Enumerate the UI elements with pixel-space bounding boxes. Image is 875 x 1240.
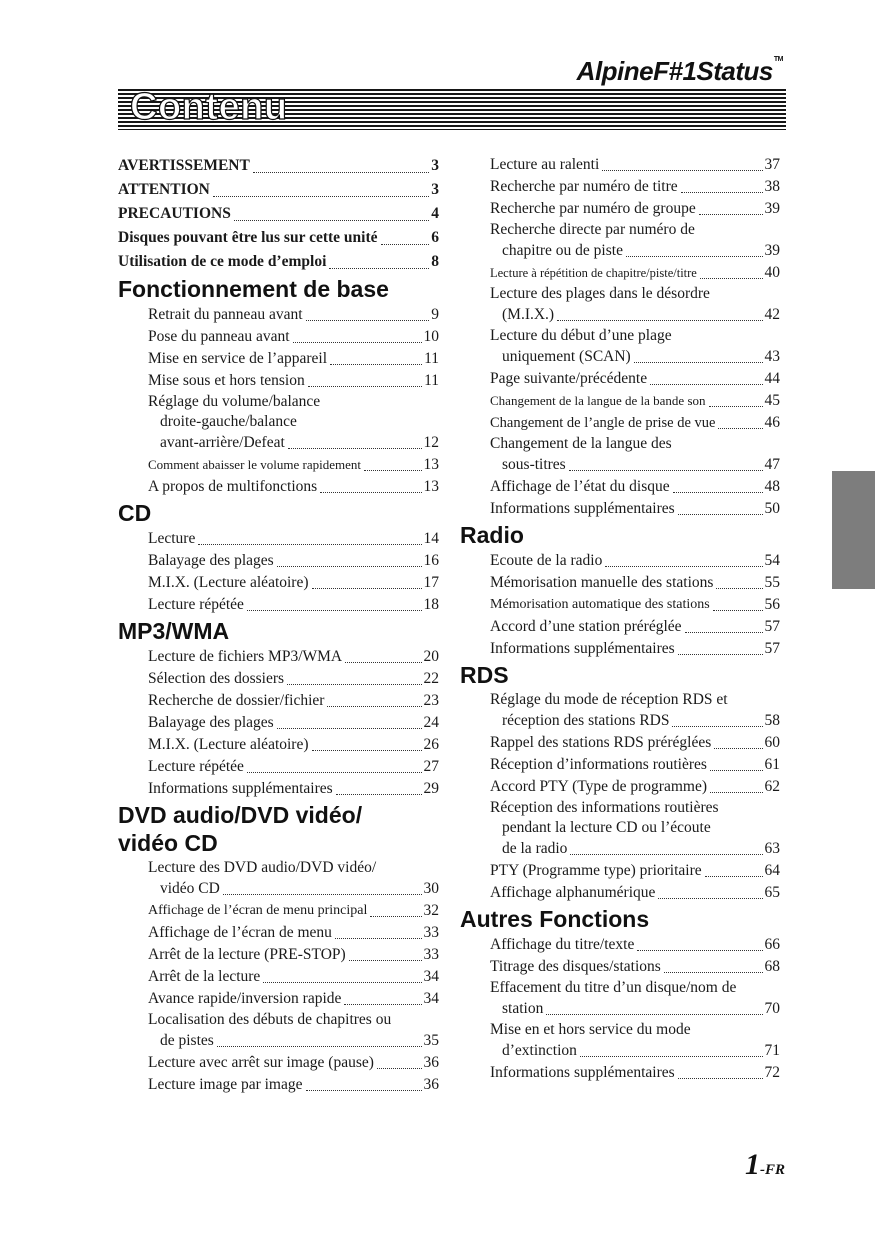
toc-entry[interactable]: Mise en service de l’appareil 11 — [148, 350, 439, 367]
side-thumb-tab — [832, 471, 875, 589]
section-entries — [460, 154, 780, 520]
section-heading: MP3/WMA — [118, 618, 230, 644]
toc-entry-multiline[interactable]: Recherche directe par numéro de chapitre ou de piste 39 — [490, 221, 780, 259]
toc-entry[interactable]: Informations supplémentaires 57 — [490, 640, 780, 657]
toc-entry[interactable]: M.I.X. (Lecture aléatoire) 26 — [148, 736, 439, 753]
toc-entry-multiline[interactable]: Changement de la langue des sous-titres 47 — [490, 435, 780, 473]
section-heading: CD — [118, 500, 152, 526]
toc-entry[interactable]: Page suivante/précédente 44 — [490, 370, 780, 387]
toc-entry[interactable]: Avance rapide/inversion rapide 34 — [148, 990, 439, 1007]
toc-entry[interactable]: Affichage de l’écran de menu 33 — [148, 924, 439, 941]
toc-entry[interactable]: Sélection des dossiers 22 — [148, 670, 439, 687]
toc-entry[interactable]: Lecture à répétition de chapitre/piste/titre 40 — [490, 264, 780, 281]
toc-entry[interactable]: Utilisation de ce mode d’emploi 8 — [118, 253, 439, 270]
toc-entry[interactable]: Informations supplémentaires 50 — [490, 500, 780, 517]
toc-entry[interactable]: Informations supplémentaires 29 — [148, 780, 439, 797]
toc-entry[interactable]: Comment abaisser le volume rapidement 13 — [148, 456, 439, 473]
toc-entry[interactable]: AVERTISSEMENT 3 — [118, 157, 439, 174]
toc-entry[interactable]: Affichage du titre/texte 66 — [490, 936, 780, 953]
section-entries — [460, 550, 780, 660]
toc-entry[interactable]: Recherche par numéro de titre 38 — [490, 178, 780, 195]
toc-entry[interactable]: Recherche de dossier/fichier 23 — [148, 692, 439, 709]
toc-entry[interactable]: Lecture au ralenti 37 — [490, 156, 780, 173]
section-entries — [460, 934, 780, 1084]
toc-entry[interactable]: Arrêt de la lecture (PRE-STOP) 33 — [148, 946, 439, 963]
toc-entry[interactable]: Recherche par numéro de groupe 39 — [490, 200, 780, 217]
section-heading-continued: vidéo CD — [118, 830, 218, 856]
toc-entry[interactable]: Affichage alphanumérique 65 — [490, 884, 780, 901]
toc-entry[interactable]: Retrait du panneau avant 9 — [148, 306, 439, 323]
page-number: 1-FR — [744, 1148, 785, 1181]
toc-entry[interactable]: Arrêt de la lecture 34 — [148, 968, 439, 985]
toc-entry[interactable]: M.I.X. (Lecture aléatoire) 17 — [148, 574, 439, 591]
section-heading: Fonctionnement de base — [118, 276, 389, 302]
toc-entry[interactable]: Lecture avec arrêt sur image (pause) 36 — [148, 1054, 439, 1071]
toc-entry[interactable]: Lecture image par image 36 — [148, 1076, 439, 1093]
toc-entry[interactable]: Changement de l’angle de prise de vue 46 — [490, 414, 780, 431]
section-entries — [118, 304, 439, 498]
toc-right-column — [460, 154, 780, 1084]
toc-entry[interactable]: Affichage de l’écran de menu principal 32 — [148, 902, 439, 919]
toc-entry[interactable]: PRECAUTIONS 4 — [118, 205, 439, 222]
page-title: Contenu — [130, 86, 288, 128]
toc-entry[interactable]: Mise sous et hors tension 11 — [148, 372, 439, 389]
toc-entry[interactable]: Rappel des stations RDS préréglées 60 — [490, 734, 780, 751]
toc-entry[interactable]: Affichage de l’état du disque 48 — [490, 478, 780, 495]
toc-entry-multiline[interactable]: Effacement du titre d’un disque/nom de station 70 — [490, 979, 780, 1017]
toc-entry[interactable]: Lecture 14 — [148, 530, 439, 547]
toc-entry-multiline[interactable]: Lecture des plages dans le désordre (M.I.X.) 42 — [490, 285, 780, 323]
toc-entry[interactable]: Lecture de fichiers MP3/WMA 20 — [148, 648, 439, 665]
section-entries — [118, 858, 439, 1096]
section-heading: Radio — [460, 522, 524, 548]
toc-entry[interactable]: Lecture répétée 27 — [148, 758, 439, 775]
toc-entry[interactable]: Réception d’informations routières 61 — [490, 756, 780, 773]
section-heading: DVD audio/DVD vidéo/ — [118, 802, 363, 828]
toc-entry-multiline[interactable]: Mise en et hors service du mode d’extinction 71 — [490, 1021, 780, 1059]
toc-entry-multiline[interactable]: Réglage du mode de réception RDS et réception des stations RDS 58 — [490, 691, 780, 729]
toc-entry[interactable]: Titrage des disques/stations 68 — [490, 958, 780, 975]
toc-entry[interactable]: Mémorisation manuelle des stations 55 — [490, 574, 780, 591]
toc-entry[interactable]: Accord d’une station préréglée 57 — [490, 618, 780, 635]
toc-entry[interactable]: Mémorisation automatique des stations 56 — [490, 596, 780, 613]
brand-logo: AlpineF#1Status™ — [576, 56, 783, 86]
toc-entry[interactable]: A propos de multifonctions 13 — [148, 478, 439, 495]
toc-entry[interactable]: Informations supplémentaires 72 — [490, 1064, 780, 1081]
section-entries — [460, 690, 780, 904]
toc-entry[interactable]: PTY (Programme type) prioritaire 64 — [490, 862, 780, 879]
section-entries — [118, 528, 439, 616]
toc-left-column — [118, 154, 439, 1098]
toc-entry-multiline[interactable]: Lecture des DVD audio/DVD vidéo/ vidéo CD 30 — [148, 859, 439, 897]
toc-entry-multiline[interactable]: Réception des informations routières pendant la lecture CD ou l’écoute de la radio 63 — [490, 799, 780, 857]
toc-entry[interactable]: Accord PTY (Type de programme) 62 — [490, 778, 780, 795]
section-heading: Autres Fonctions — [460, 906, 650, 932]
section-heading: RDS — [460, 662, 509, 688]
toc-entry-multiline[interactable]: Localisation des débuts de chapitres ou de pistes 35 — [148, 1011, 439, 1049]
section-entries — [118, 646, 439, 800]
toc-entry-multiline[interactable]: Réglage du volume/balance droite-gauche/balance avant-arrière/Defeat 12 — [148, 393, 439, 451]
toc-entry-multiline[interactable]: Lecture du début d’une plage uniquement (SCAN) 43 — [490, 327, 780, 365]
toc-entry[interactable]: Balayage des plages 16 — [148, 552, 439, 569]
toc-entry[interactable]: Changement de la langue de la bande son 45 — [490, 392, 780, 409]
toc-entry[interactable]: Lecture répétée 18 — [148, 596, 439, 613]
toc-entry[interactable]: Ecoute de la radio 54 — [490, 552, 780, 569]
toc-entry[interactable]: Disques pouvant être lus sur cette unité 6 — [118, 229, 439, 246]
toc-entry[interactable]: Pose du panneau avant 10 — [148, 328, 439, 345]
toc-entry[interactable]: Balayage des plages 24 — [148, 714, 439, 731]
toc-entry[interactable]: ATTENTION 3 — [118, 181, 439, 198]
